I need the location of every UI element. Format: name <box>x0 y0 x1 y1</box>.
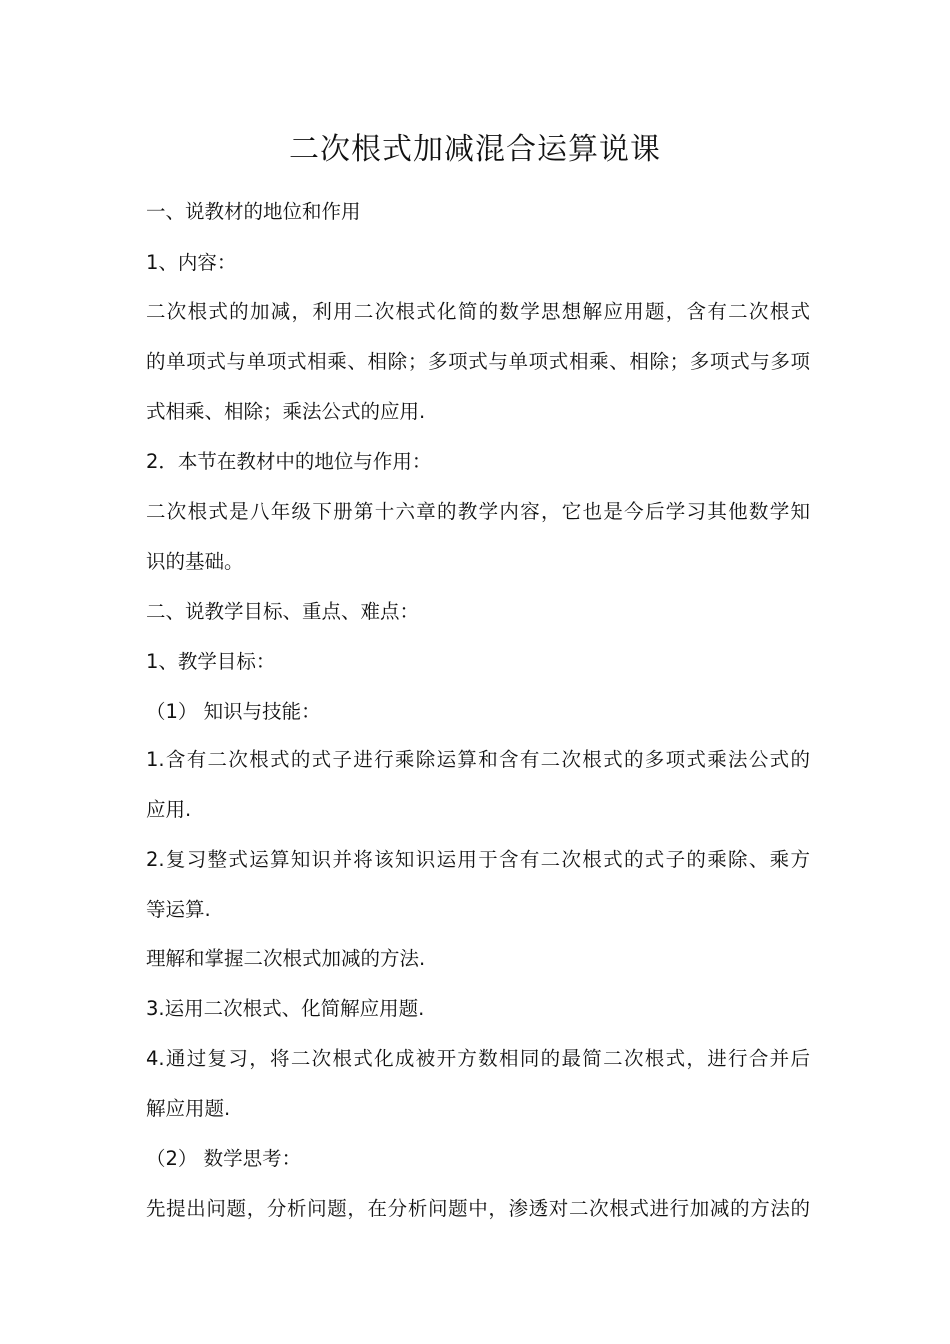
paragraph-line: 识的基础。 <box>146 550 244 573</box>
list-item-line: 解应用题. <box>146 1097 231 1120</box>
list-item-line: 等运算. <box>146 898 211 921</box>
paragraph-line: 理解和掌握二次根式加减的方法. <box>146 947 426 970</box>
section-heading-1: 一、说教材的地位和作用 <box>146 200 361 223</box>
list-item-line: 应用. <box>146 798 192 821</box>
paragraph-line: 二次根式的加减，利用二次根式化简的数学思想解应用题，含有二次根式 <box>146 300 810 323</box>
list-item-line: 3.运用二次根式、化简解应用题. <box>146 997 425 1020</box>
subheading-goals: 1、教学目标： <box>146 650 276 673</box>
paragraph-line: 的单项式与单项式相乘、相除；多项式与单项式相乘、相除；多项式与多项 <box>146 350 810 373</box>
document-title: 二次根式加减混合运算说课 <box>289 132 661 167</box>
paragraph-line: 二次根式是八年级下册第十六章的教学内容，它也是今后学习其他数学知 <box>146 500 810 523</box>
list-item-line: 2.复习整式运算知识并将该知识运用于含有二次根式的式子的乘除、乘方 <box>146 848 810 871</box>
list-item-line: 1.含有二次根式的式子进行乘除运算和含有二次根式的多项式乘法公式的 <box>146 748 810 771</box>
subheading-knowledge-skills: （1） 知识与技能： <box>146 700 321 723</box>
paragraph-line: 式相乘、相除；乘法公式的应用. <box>146 400 426 423</box>
section-heading-2: 二、说教学目标、重点、难点： <box>146 600 420 623</box>
subheading-math-thinking: （2） 数学思考： <box>146 1147 302 1170</box>
paragraph-line: 先提出问题，分析问题，在分析问题中，渗透对二次根式进行加减的方法的 <box>146 1197 810 1220</box>
list-item-line: 4.通过复习，将二次根式化成被开方数相同的最简二次根式，进行合并后 <box>146 1047 810 1070</box>
subheading-position: 2．本节在教材中的地位与作用： <box>146 450 432 473</box>
subheading-content: 1、内容： <box>146 251 237 274</box>
